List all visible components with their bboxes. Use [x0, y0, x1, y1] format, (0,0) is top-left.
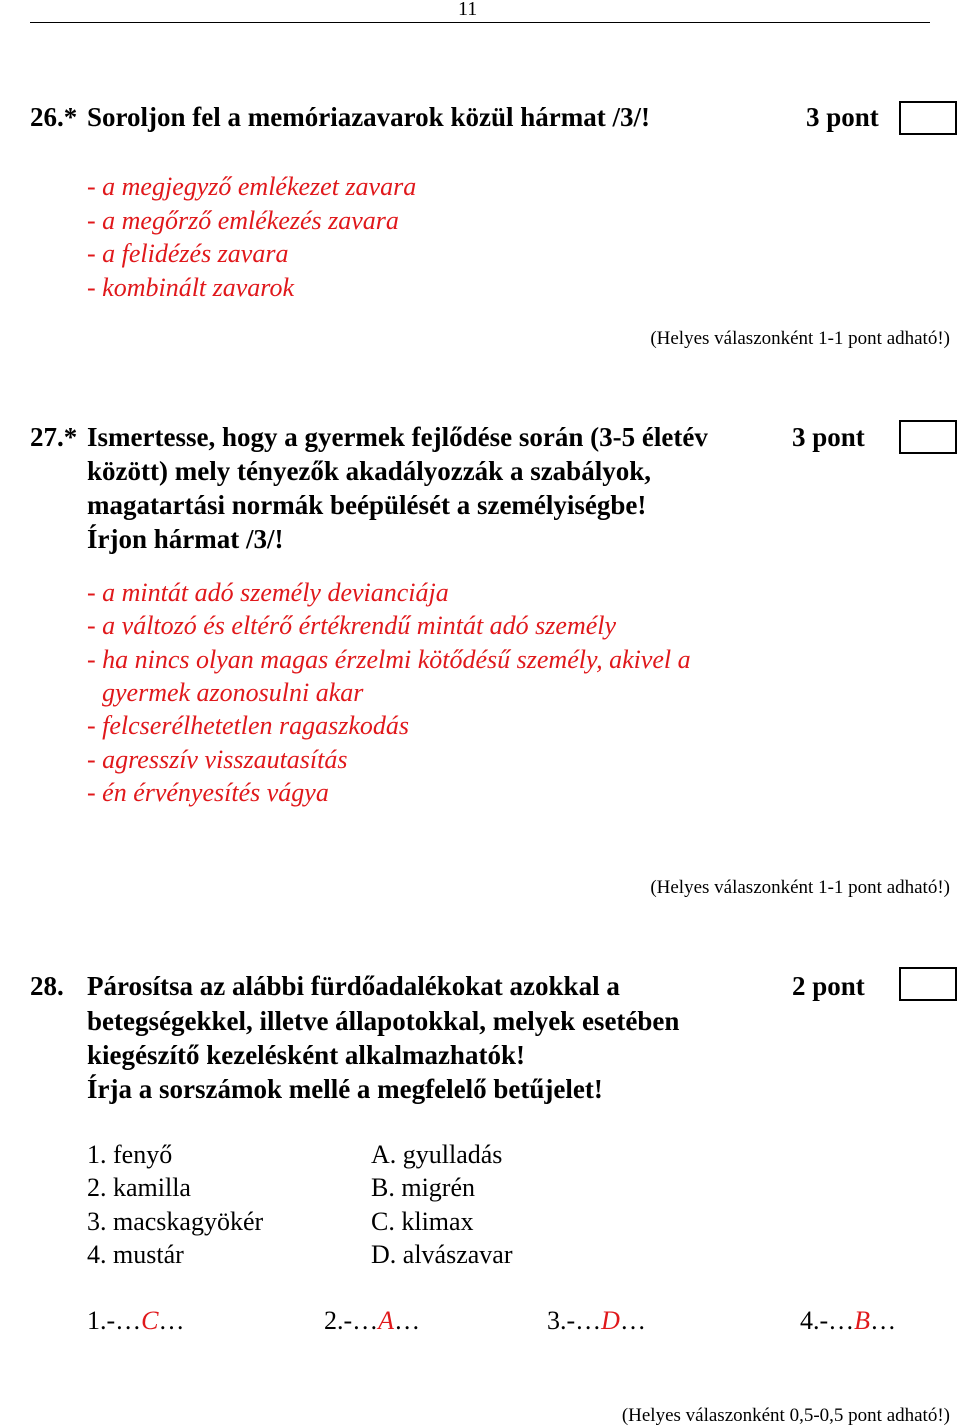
question-28-line: Írja a sorszámok mellé a megfelelő betűjelet! [87, 1074, 603, 1104]
scoring-note: (Helyes válaszonként 1-1 pont adható!) [650, 328, 950, 349]
question-28-line: kiegészítő kezelésként alkalmazhatók! [87, 1040, 525, 1070]
question-26-score-box[interactable] [899, 101, 957, 135]
question-27-line: Ismertesse, hogy a gyermek fejlődése során (3-5 életév [87, 422, 708, 452]
question-28-number: 28. [30, 971, 64, 1001]
left-item: 2. kamilla [87, 1173, 191, 1202]
answer-line: - felcserélhetetlen ragaszkodás [87, 711, 410, 740]
question-28-line: betegségekkel, illetve állapotokkal, melyek esetében [87, 1006, 680, 1036]
question-27-score-box[interactable] [899, 420, 957, 454]
header-rule [30, 22, 930, 23]
question-27-number: 27.* [30, 422, 78, 452]
scoring-note: (Helyes válaszonként 1-1 pont adható!) [650, 877, 950, 898]
right-item: C. klimax [371, 1207, 474, 1236]
answer-line: - én érvényesítés vágya [87, 778, 329, 807]
answer-line: - a megőrző emlékezés zavara [87, 206, 399, 235]
right-item: A. gyulladás [371, 1140, 503, 1169]
answer-line: - a megjegyző emlékezet zavara [87, 172, 417, 201]
question-27-points: 3 pont [792, 422, 865, 452]
match-answer-2: 2.-…A… [324, 1306, 421, 1335]
question-26-text: Soroljon fel a memóriazavarok közül hármat /3/! [87, 102, 650, 132]
answer-line: - a mintát adó személy devianciája [87, 578, 449, 607]
answer-line: - ha nincs olyan magas érzelmi kötődésű személy, akivel a [87, 645, 691, 674]
match-answer-3: 3.-…D… [547, 1306, 646, 1335]
question-28-score-box[interactable] [899, 967, 957, 1001]
scoring-note: (Helyes válaszonként 0,5-0,5 pont adható!) [621, 1405, 950, 1426]
question-27-line: Írjon hármat /3/! [87, 524, 284, 554]
answer-line: gyermek azonosulni akar [102, 678, 364, 707]
page-number: 11 [458, 0, 478, 20]
match-answer-1: 1.-…C… [87, 1306, 185, 1335]
right-item: B. migrén [371, 1173, 475, 1202]
left-item: 4. mustár [87, 1240, 184, 1269]
answer-line: - a változó és eltérő értékrendű mintát adó személy [87, 611, 617, 640]
question-26-number: 26.* [30, 102, 78, 132]
question-28-line: Párosítsa az alábbi fürdőadalékokat azokkal a [87, 971, 620, 1001]
answer-line: - kombinált zavarok [87, 273, 294, 302]
question-27-line: között) mely tényezők akadályozzák a szabályok, [87, 456, 651, 486]
match-answer-4: 4.-…B… [800, 1306, 897, 1335]
right-item: D. alvászavar [371, 1240, 513, 1269]
answer-line: - agresszív visszautasítás [87, 745, 348, 774]
answer-line: - a felidézés zavara [87, 239, 289, 268]
question-27-line: magatartási normák beépülését a személyiségbe! [87, 490, 647, 520]
question-26-points: 3 pont [806, 102, 879, 132]
question-28-points: 2 pont [792, 971, 865, 1001]
left-item: 1. fenyő [87, 1140, 173, 1169]
left-item: 3. macskagyökér [87, 1207, 264, 1236]
